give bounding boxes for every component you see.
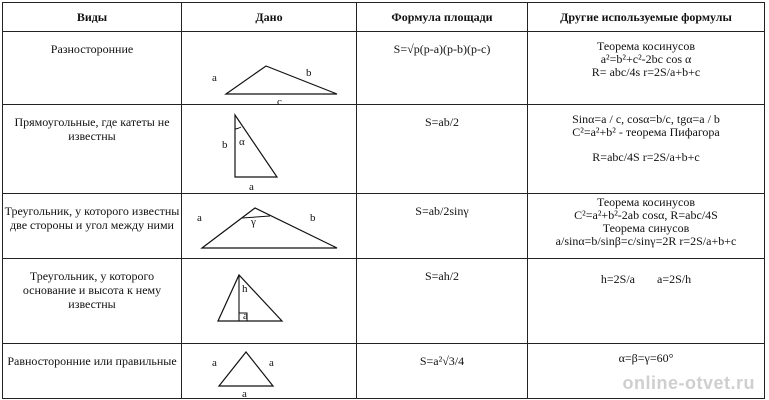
angle-arc bbox=[235, 127, 241, 129]
kind-cell: Равносторонние или правильные bbox=[3, 344, 182, 399]
base-label-a: a bbox=[243, 310, 248, 322]
side-label-a: a bbox=[249, 181, 254, 193]
base-height-triangle bbox=[218, 275, 282, 321]
watermark: online-otvet.ru bbox=[622, 373, 755, 393]
formula-line: R=abc/4S r=2S/a+b+c bbox=[592, 150, 700, 164]
formula-line: a/sinα=b/sinβ=c/sinγ=2R r=2S/a+b+c bbox=[555, 234, 737, 248]
equilateral-triangle bbox=[219, 352, 273, 386]
header-area-formula: Формула площади bbox=[357, 3, 528, 32]
kind-cell: Прямоугольные, где катеты не известны bbox=[3, 105, 182, 194]
formula-line bbox=[601, 272, 691, 286]
side-label-a: a bbox=[197, 212, 202, 224]
area-formula-cell: S=a²√3/4 bbox=[357, 344, 528, 399]
header-kinds: Виды bbox=[3, 3, 182, 32]
header-row bbox=[3, 3, 765, 32]
height-label-h: h bbox=[242, 283, 248, 295]
kind-cell: Разносторонние bbox=[3, 32, 182, 105]
formula-line: C²=a²+b²-2ab cosα, R=abc/4S bbox=[574, 208, 718, 222]
table-row bbox=[3, 32, 765, 105]
area-formula-cell: S=ab/2 bbox=[357, 105, 528, 194]
scalene-triangle bbox=[226, 66, 337, 94]
given-cell bbox=[182, 344, 357, 399]
side-label-b: b bbox=[222, 139, 228, 151]
formula-table bbox=[2, 2, 765, 399]
given-cell bbox=[182, 105, 357, 194]
formula-h: h=2S/a bbox=[600, 272, 635, 286]
formula-line: Sinα=a / c, cosα=b/c, tgα=a / b bbox=[572, 112, 720, 126]
side-label-a: a bbox=[212, 357, 217, 369]
other-formulas-cell bbox=[528, 105, 765, 194]
table-row bbox=[3, 259, 765, 344]
given-cell bbox=[182, 259, 357, 344]
formula-a: a=2S/h bbox=[657, 272, 692, 286]
area-formula-cell: S=ah/2 bbox=[357, 259, 528, 344]
side-label-c: c bbox=[277, 96, 282, 104]
other-formulas-cell bbox=[528, 259, 765, 344]
angle-label-alpha: α bbox=[239, 136, 245, 148]
area-formula-cell: S=ab/2sinγ bbox=[357, 194, 528, 259]
given-cell bbox=[182, 32, 357, 105]
formula-line: C²=a²+b² - теорема Пифагора bbox=[572, 125, 720, 139]
side-label-b: b bbox=[306, 67, 312, 79]
angle-label-gamma: γ bbox=[251, 216, 256, 228]
kind-cell: Треугольник, у которого известны две стороны и угол между ними bbox=[3, 194, 182, 259]
other-formulas-cell bbox=[528, 32, 765, 105]
side-label-a: a bbox=[242, 388, 247, 398]
table-row bbox=[3, 105, 765, 194]
right-triangle-figure bbox=[182, 105, 357, 193]
kind-cell: Треугольник, у которого основание и высота к нему известны bbox=[3, 259, 182, 344]
side-label-a: a bbox=[212, 72, 217, 84]
formula-line: R= abc/4s r=2S/a+b+c bbox=[591, 65, 701, 79]
base-height-triangle-figure bbox=[182, 259, 357, 343]
equilateral-triangle-figure bbox=[182, 344, 357, 398]
formula-line: Теорема косинусов bbox=[596, 39, 696, 53]
header-given: Дано bbox=[182, 3, 357, 32]
side-label-a: a bbox=[269, 357, 274, 369]
area-formula-cell: S=√p(p-a)(p-b)(p-c) bbox=[357, 32, 528, 105]
side-label-b: b bbox=[310, 212, 316, 224]
sides-angle-triangle-figure bbox=[182, 194, 357, 258]
given-cell bbox=[182, 194, 357, 259]
formula-line: α=β=γ=60° bbox=[618, 351, 674, 365]
angle-arc bbox=[242, 216, 270, 218]
other-formulas-cell bbox=[528, 194, 765, 259]
formula-line: Теорема синусов bbox=[602, 221, 690, 235]
header-other-formulas: Другие используемые формулы bbox=[528, 3, 765, 32]
sides-angle-triangle bbox=[202, 208, 337, 248]
formula-line: Теорема косинусов bbox=[596, 195, 696, 209]
formula-line: a²=b²+c²-2bc cos α bbox=[600, 52, 692, 66]
table-row bbox=[3, 194, 765, 259]
scalene-triangle-figure bbox=[182, 32, 357, 104]
